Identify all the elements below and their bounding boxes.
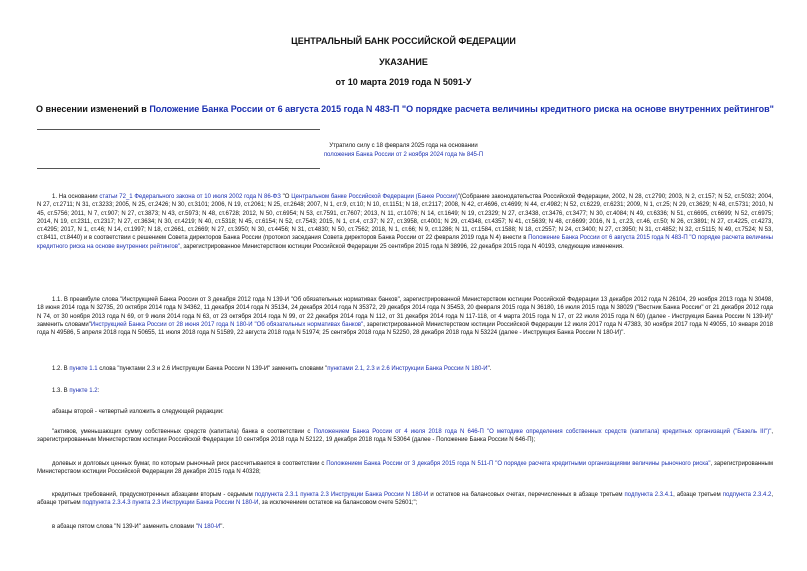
- text: слова "пунктами 2.3 и 2.6 Инструкции Банка России N 139-И" заменить словами ": [97, 366, 328, 372]
- text: , зарегистрированное Министерством юстиции Российской Федерации 25 сентября 2015 года N 38996, 22 декабря 2015 года N 40193, следующие изменения.: [180, 243, 624, 250]
- instruction-180i-short-link[interactable]: N 180-И: [197, 524, 221, 530]
- text: , зарегистрированным Министерством юстиции Российской Федерации 28 декабря 2015 года N 40328;: [37, 461, 773, 476]
- text: 1. На основании: [52, 194, 100, 200]
- regulation-483p-link[interactable]: Положение Банка России от 6 августа 2015 года N 483-П "О порядке расчета величины кредитного риска на основе внутренних рейтингов": [37, 235, 773, 250]
- issuer-heading: ЦЕНТРАЛЬНЫЙ БАНК РОССИЙСКОЙ ФЕДЕРАЦИИ: [291, 36, 516, 46]
- document-title: [30, 104, 780, 114]
- instruction-180i-link[interactable]: Инструкцией Банка России от 28 июня 2017 года N 180-И "Об обязательных нормативах банков": [90, 321, 364, 328]
- central-bank-law-link[interactable]: Центральном банке Российской Федерации (Банке России): [291, 194, 458, 200]
- document-date: от 10 марта 2019 года N 5091-У: [335, 77, 472, 87]
- lost-force-text: Утратило силу с 18 февраля 2025 года на основании: [329, 143, 478, 149]
- paragraph-1-3: [37, 387, 773, 395]
- law-link[interactable]: статьи 72_1 Федерального закона от 10 июля 2002 года N 86-ФЗ: [99, 194, 281, 200]
- title-link[interactable]: Положение Банка России от 6 августа 2015 года N 483-П "О порядке расчета величины кредитного риска на основе внутренних рейтингов": [149, 104, 774, 114]
- text: , абзаце третьем: [37, 492, 774, 507]
- subclause-2-3-4-2-link[interactable]: подпункта 2.3.4.2: [722, 492, 772, 498]
- text: 1.2. В: [52, 366, 70, 372]
- text: ".: [220, 524, 225, 530]
- paragraph-securities: [37, 460, 773, 477]
- title-prefix: О внесении изменений в: [36, 104, 150, 114]
- regulation-646p-link[interactable]: Положением Банка России от 4 июля 2018 года N 646-П "О методике определения собственных средств (капитала) кредитных организаций ("Базель III")": [313, 429, 772, 435]
- subclause-2-3-1-link[interactable]: подпункта 2.3.1 пункта 2.3 Инструкции Банка России N 180-И: [254, 492, 429, 498]
- text: 1.1. В преамбуле слова "Инструкцией Банка России от 3 декабря 2012 года N 139-И "Об обязательных нормативах банков", зарегистрированной Министерством юстиции Российской Федерации 13 декабря 2012 года N 26104, 29 ноября 2013 года N 30498, 18 июня 2014 года N 32735, 20 октября 2014 года N 34362, 11 декабря 2014 года N 35134, 24 декабря 2014 года N 35372, 29 декабря 2014 года N 35453, 20 февраля 2015 года N 36180, 16 июля 2015 года N 38029 ("Вестник Банка России" от 21 декабря 2012 года N 74, от 30 ноября 2013 года N 69, от 9 июля 2014 года N 63, от 23 октября 2014 года N 99, от 22 декабря 2014 года N 112, от 31 декабря 2014 года N 117-118, от 4 марта 2015 года N 17, от 22 июля 2015 года N 60) (далее - Инструкция Банка России N 139-И)" заменить словами": [37, 297, 773, 328]
- paragraph-1-2: [37, 365, 773, 373]
- paragraph-1: [37, 193, 773, 251]
- paragraph-assets: [37, 428, 773, 445]
- text: "О: [280, 194, 292, 200]
- text: и остатков на балансовых счетах, перечисленных в абзаце третьем: [428, 492, 625, 498]
- document-type: УКАЗАНИЕ: [379, 57, 428, 67]
- text: :: [97, 388, 100, 394]
- text: , абзаце третьем: [673, 492, 723, 498]
- text: кредитных требований, предусмотренных абзацами вторым - седьмым: [52, 492, 255, 498]
- clauses-180i-link[interactable]: пунктами 2.1, 2.3 и 2.6 Инструкции Банка России N 180-И: [327, 366, 488, 372]
- text: , за исключением остатков на балансовом счете 52601;";: [258, 500, 418, 507]
- lost-force-link[interactable]: положения Банка России от 2 ноября 2024 года № 845-П: [323, 152, 484, 158]
- text: "активов, уменьшающих сумму собственных средств (капитала) банка в соответствии с: [52, 429, 314, 435]
- text: долевых и долговых ценных бумаг, по которым рыночный риск рассчитывается в соответствии с: [52, 461, 327, 467]
- text: "(Собрание законодательства Российской Федерации, 2002, N 28, ст.2790; 2003, N 2, ст.157; N 52, ст.5032; 2004, N 27, ст.2711; N 31, ст.3233; 2005, N 25, ст.2426; N 30, ст.3101; 2006, N 19, ст.2061; N 25, ст.2648; 2007, N 1, ст.9, ст.10; N 10, ст.1151; N 18, ст.2117; 2008, N 42, ст.4696, ст.4699; N 44, ст.4982; N 52, ст.6229, ст.6231; 2009, N 1, ст.25; N 29, ст.3629; N 48, ст.5731; 2010, N 45, ст.5756; 2011, N 7, ст.907; N 27, ст.3873; N 43, ст.5973; N 48, ст.6728; 2012, N 50, ст.6954; N 53, ст.7591, ст.7607; 2013, N 11, ст.1076; N 14, ст.1649; N 19, ст.2329; N 27, ст.3438, ст.3476, ст.3477; N 30, ст.4084; N 49, ст.6336; N 51, ст.6695, ст.6699; N 52, ст.6975; 2014, N 19, ст.2311, ст.2317; N 27, ст.3634; N 30, ст.4219; N 40, ст.5318; N 45, ст.6154; N 52, ст.7543; 2015, N 1, ст.4, ст.37; N 27, ст.3958, ст.4001; N 29, ст.4348, ст.4357; N 41, ст.5639; N 48, ст.6699; 2016, N 1, ст.23, ст.46, ст.50; N 26, ст.3891; N 27, ст.4225, ст.4273, ст.4295; 2017, N 1, ст.46; N 14, ст.1997; N 18, ст.2661, ст.2669; N 27, ст.3950; N 30, ст.4456; N 31, ст.4830; N 50, ст.7562; 2018, N 1, ст.66; N 9, ст.1286; N 11, ст.1584, ст.1588; N 18, ст.2557; N 24, ст.3400; N 27, ст.3950; N 31, ст.4852; N 32, ст.5115; N 49, ст.7524; N 53, ст.8411, ст.8440) и в соответствии с решением Совета директоров Банка России (протокол заседания Совета директоров Банка России от 22 февраля 2019 года N 4) внести в: [37, 194, 774, 242]
- clause-1-1-link[interactable]: пункте 1.1: [69, 366, 98, 372]
- clause-1-2-link[interactable]: пункте 1.2: [69, 388, 98, 394]
- subclause-2-3-4-1-link[interactable]: подпункта 2.3.4.1: [624, 492, 674, 498]
- text: ".: [487, 366, 492, 372]
- regulation-511p-link[interactable]: Положением Банка России от 3 декабря 2015 года N 511-П "О порядке расчета кредитными организациями величины рыночного риска": [326, 461, 711, 467]
- divider-top: [37, 129, 320, 130]
- text: 1.3. В: [52, 388, 70, 394]
- paragraph-abzacy: [37, 408, 773, 416]
- paragraph-1-1: [37, 296, 773, 337]
- text: , зарегистрированной Министерством юстиции Российской Федерации 12 июля 2017 года N 47383, 30 ноября 2017 года N 49055, 10 января 2018 года N 49586, 5 апреля 2018 года N 50655, 11 июля 2018 года N 51589, 22 августа 2018 года N 51974; 25 сентября 2018 года N 52250, 28 декабря 2018 года N 53224 (далее - Инструкция Банка России N 180-И)".: [37, 321, 774, 337]
- text: в абзаце пятом слова "N 139-И" заменить словами ": [52, 524, 198, 530]
- text: , зарегистрированным Министерством юстиции Российской Федерации 10 сентября 2018 года N 52122, 19 декабря 2018 года N 53064 (далее - Положение Банка России N 646-П);: [37, 429, 774, 444]
- paragraph-credit-claims: [37, 491, 773, 508]
- paragraph-abzac-5: [37, 523, 773, 531]
- divider-bottom: [37, 168, 320, 169]
- text: абзацы второй - четвертый изложить в следующей редакции:: [52, 409, 224, 415]
- lost-force-note: [0, 142, 807, 160]
- subclause-2-3-4-3-link[interactable]: подпункта 2.3.4.3 пункта 2.3 Инструкции Банка России N 180-И: [82, 500, 259, 507]
